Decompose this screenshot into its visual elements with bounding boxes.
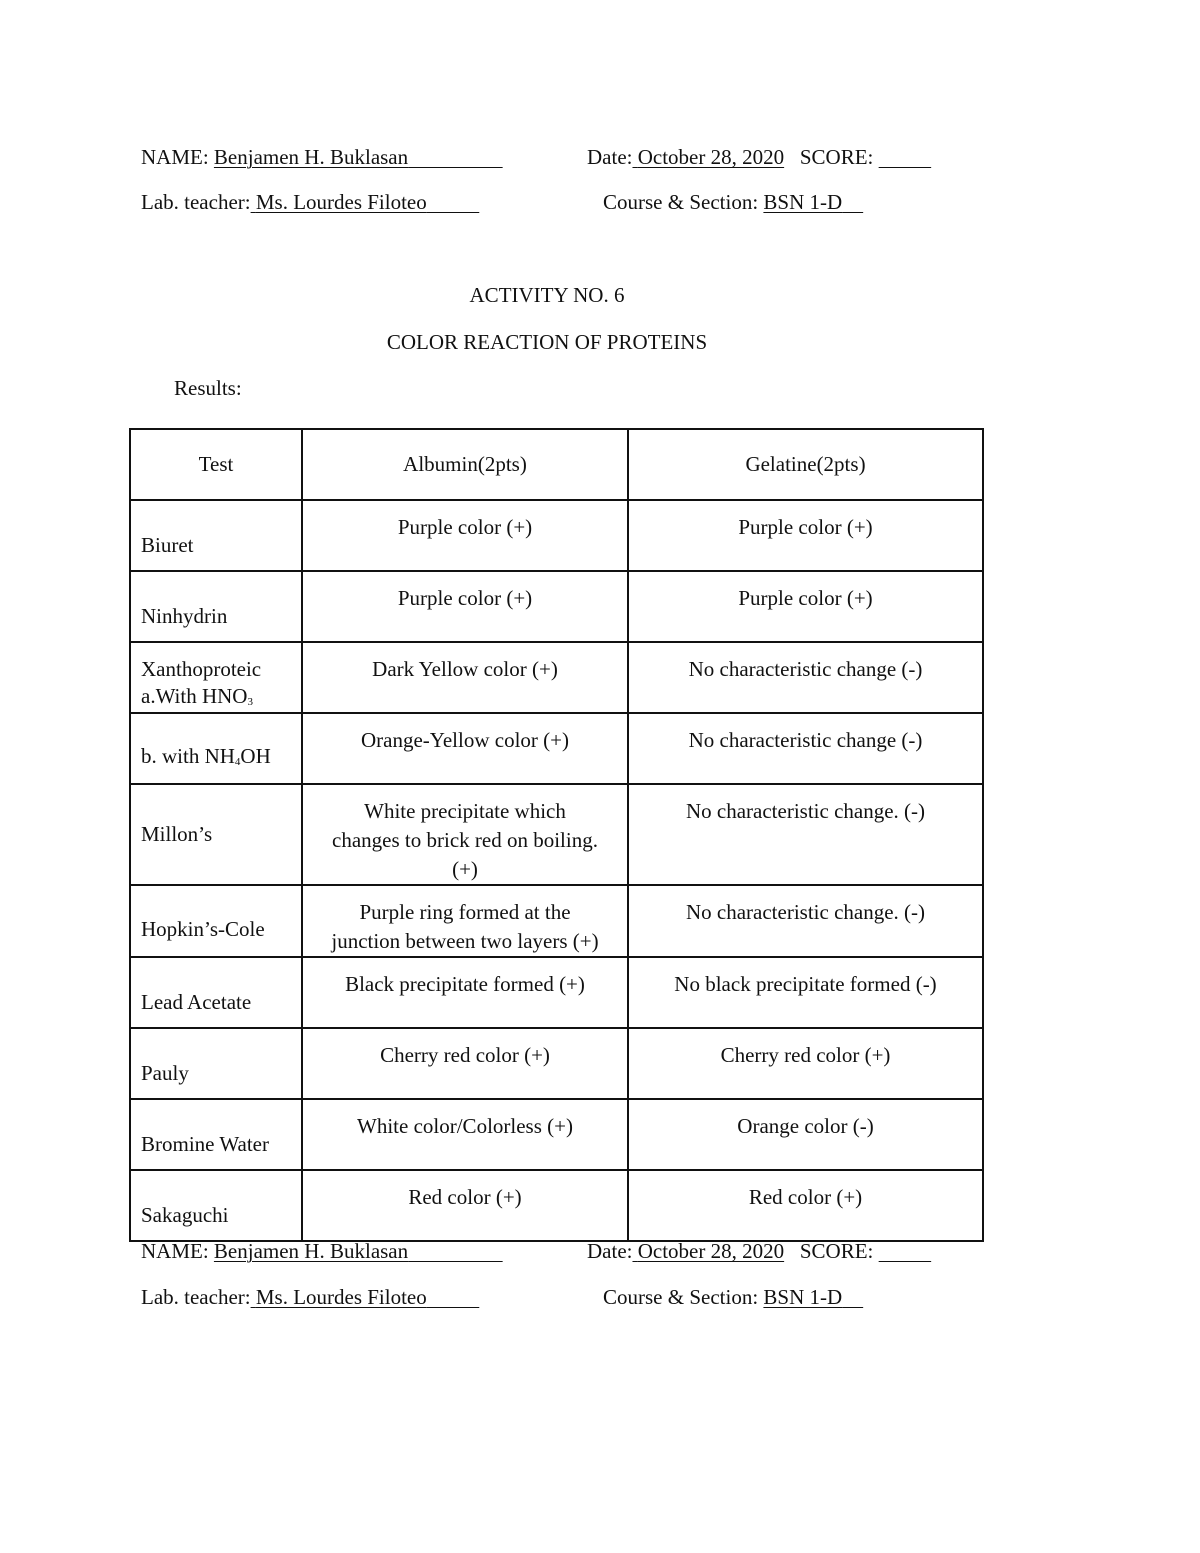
test-cell: Ninhydrin xyxy=(130,571,302,642)
course-value: BSN 1-D xyxy=(763,1285,843,1309)
name-value: Benjamen H. Buklasan xyxy=(213,1239,409,1263)
albumin-cell: Orange-Yellow color (+) xyxy=(302,713,628,784)
header-albumin: Albumin(2pts) xyxy=(302,429,628,500)
albumin-cell: Dark Yellow color (+) xyxy=(302,642,628,713)
name-line-bottom xyxy=(141,1239,503,1263)
test-cell: Sakaguchi xyxy=(130,1170,302,1241)
test-cell: Bromine Water xyxy=(130,1099,302,1170)
albumin-cell: White color/Colorless (+) xyxy=(302,1099,628,1170)
table-row xyxy=(130,571,983,642)
test-cell: Millon’s xyxy=(130,784,302,885)
header-gelatine: Gelatine(2pts) xyxy=(628,429,983,500)
test-cell: b. with $NH_4OH$ xyxy=(130,713,302,784)
score-value xyxy=(879,145,932,169)
test-cell: Biuret xyxy=(130,500,302,571)
course-line xyxy=(603,190,863,214)
albumin-cell: White precipitate which changes to brick red on boiling. (+) xyxy=(302,784,628,885)
table-row xyxy=(130,642,983,713)
results-table xyxy=(129,428,984,1242)
course-label: Course & Section: xyxy=(603,1285,759,1309)
score-label: SCORE: xyxy=(799,1239,874,1263)
albumin-cell: Purple color (+) xyxy=(302,500,628,571)
results-label: Results: xyxy=(174,376,242,400)
table-row xyxy=(130,885,983,957)
albumin-cell: Cherry red color (+) xyxy=(302,1028,628,1099)
test-subname: a.With $HNO_3$ xyxy=(141,684,253,708)
table-row xyxy=(130,713,983,784)
table-row xyxy=(130,1170,983,1241)
teacher-line xyxy=(141,190,479,214)
gelatine-cell: No characteristic change (-) xyxy=(628,713,983,784)
score-label: SCORE: xyxy=(799,145,874,169)
gelatine-cell: No characteristic change. (-) xyxy=(628,784,983,885)
gelatine-cell: Orange color (-) xyxy=(628,1099,983,1170)
table-row xyxy=(130,1028,983,1099)
teacher-label: Lab. teacher: xyxy=(141,1285,251,1309)
test-cell xyxy=(130,642,302,713)
albumin-cell: Purple color (+) xyxy=(302,571,628,642)
date-line-bottom xyxy=(587,1239,931,1263)
table-row xyxy=(130,784,983,885)
test-name: Xanthoproteic xyxy=(141,657,262,681)
name-label: NAME: xyxy=(141,145,209,169)
gelatine-cell: Purple color (+) xyxy=(628,500,983,571)
teacher-value: Ms. Lourdes Filoteo xyxy=(255,190,427,214)
test-cell: Hopkin’s-Cole xyxy=(130,885,302,957)
activity-subtitle: COLOR REACTION OF PROTEINS xyxy=(386,330,708,354)
gelatine-cell: No black precipitate formed (-) xyxy=(628,957,983,1028)
gelatine-cell: Cherry red color (+) xyxy=(628,1028,983,1099)
gelatine-cell: Purple color (+) xyxy=(628,571,983,642)
albumin-cell: Black precipitate formed (+) xyxy=(302,957,628,1028)
gelatine-cell: No characteristic change. (-) xyxy=(628,885,983,957)
test-cell: Lead Acetate xyxy=(130,957,302,1028)
teacher-label: Lab. teacher: xyxy=(141,190,251,214)
albumin-cell: Purple ring formed at the junction between two layers (+) xyxy=(302,885,628,957)
table-row xyxy=(130,1099,983,1170)
date-label: Date: xyxy=(587,1239,633,1263)
table-row xyxy=(130,500,983,571)
teacher-value: Ms. Lourdes Filoteo xyxy=(255,1285,427,1309)
date-value: October 28, 2020 xyxy=(637,1239,785,1263)
albumin-cell: Red color (+) xyxy=(302,1170,628,1241)
table-header-row xyxy=(130,429,983,500)
name-line xyxy=(141,145,503,169)
name-label: NAME: xyxy=(141,1239,209,1263)
course-label: Course & Section: xyxy=(603,190,759,214)
date-line xyxy=(587,145,931,169)
table-row xyxy=(130,957,983,1028)
header-test: Test xyxy=(130,429,302,500)
teacher-line-bottom xyxy=(141,1285,479,1309)
activity-title: ACTIVITY NO. 6 xyxy=(469,283,625,307)
name-value: Benjamen H. Buklasan xyxy=(213,145,409,169)
gelatine-cell: No characteristic change (-) xyxy=(628,642,983,713)
date-label: Date: xyxy=(587,145,633,169)
date-value: October 28, 2020 xyxy=(637,145,785,169)
score-value xyxy=(879,1239,932,1263)
gelatine-cell: Red color (+) xyxy=(628,1170,983,1241)
test-cell: Pauly xyxy=(130,1028,302,1099)
course-value: BSN 1-D xyxy=(763,190,843,214)
course-line-bottom xyxy=(603,1285,863,1309)
